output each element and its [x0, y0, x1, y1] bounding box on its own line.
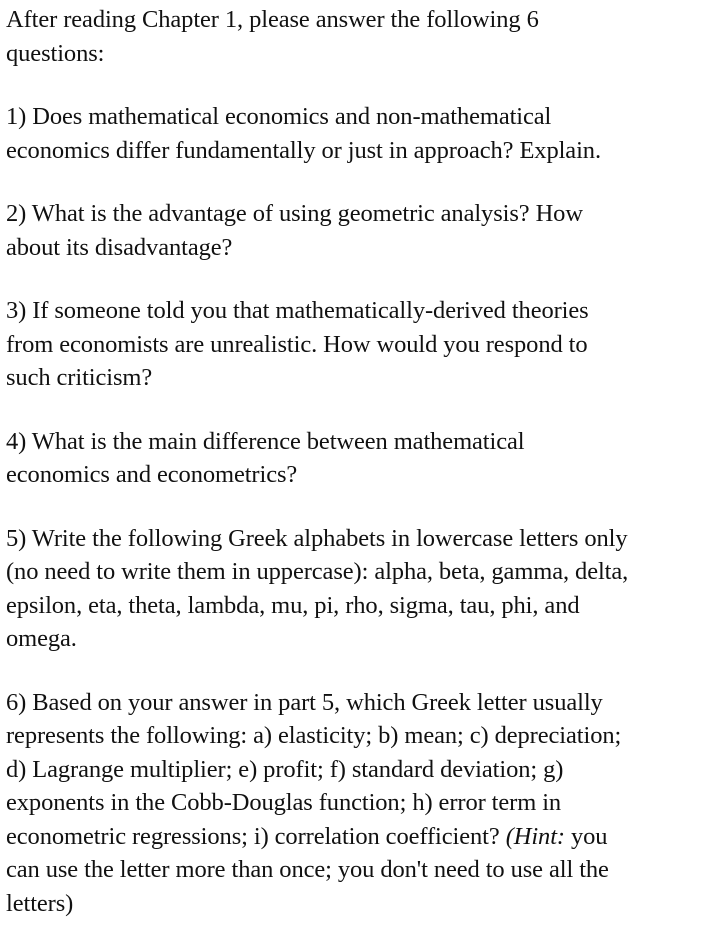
text-line: can use the letter more than once; you don't need to use all the: [6, 856, 609, 883]
text-line: 1) Does mathematical economics and non-mathematical: [6, 103, 552, 130]
text-line: economics differ fundamentally or just in approach? Explain.: [6, 136, 601, 164]
text-line: represents the following: a) elasticity; b) mean; c) depreciation;: [6, 722, 622, 749]
text-line: from economists are unrealistic. How would you respond to: [6, 330, 588, 358]
text-line: d) Lagrange multiplier; e) profit; f) standard deviation; g): [6, 755, 564, 783]
question-5: [6, 522, 719, 656]
text-line: economics and econometrics?: [6, 461, 298, 488]
text-line: 5) Write the following Greek alphabets in lowercase letters only: [6, 524, 628, 552]
text-line: epsilon, eta, theta, lambda, mu, pi, rho, sigma, tau, phi, and: [6, 591, 580, 619]
hint-label: (Hint:: [505, 822, 565, 850]
text-line-with-hint: [6, 820, 719, 854]
question-3: [6, 294, 719, 395]
question-6: [6, 686, 719, 921]
text-line: 3) If someone told you that mathematically-derived theories: [6, 297, 589, 324]
text-line: omega.: [6, 625, 77, 652]
intro-paragraph: [6, 3, 719, 70]
text-line: such criticism?: [6, 364, 153, 391]
text-line: After reading Chapter 1, please answer the following 6: [6, 6, 539, 33]
text-segment: econometric regressions; i) correlation coefficient?: [6, 822, 506, 850]
question-2: [6, 197, 719, 264]
text-segment: you: [564, 822, 608, 850]
text-line: 2) What is the advantage of using geometric analysis? How: [6, 200, 583, 227]
text-line: 4) What is the main difference between mathematical: [6, 427, 525, 455]
question-4: [6, 425, 719, 492]
text-line: questions:: [6, 39, 105, 67]
question-1: [6, 100, 719, 167]
text-line: (no need to write them in uppercase): alpha, beta, gamma, delta,: [6, 558, 629, 585]
text-line: 6) Based on your answer in part 5, which Greek letter usually: [6, 688, 603, 716]
text-line: letters): [6, 889, 74, 917]
text-line: exponents in the Cobb-Douglas function; h) error term in: [6, 789, 562, 816]
text-line: about its disadvantage?: [6, 233, 233, 261]
